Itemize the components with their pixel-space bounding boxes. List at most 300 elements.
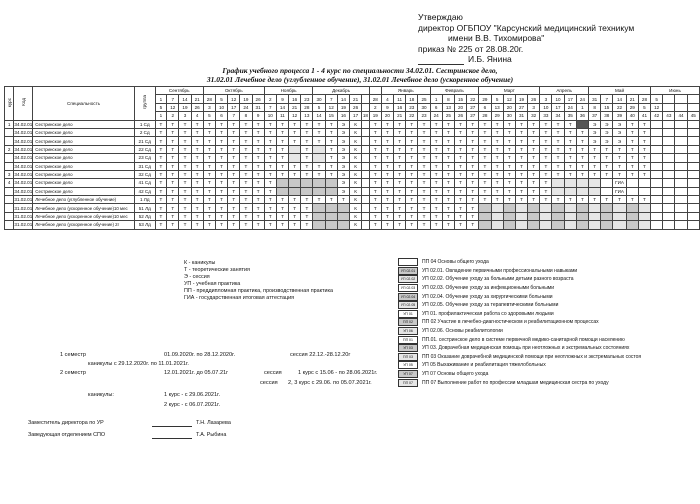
code-cell: 34.02.01 — [14, 188, 33, 194]
schedule-cell: Т — [215, 120, 227, 128]
semester1-dates: 01.09.2020г. по 28.12.2020г. — [164, 352, 236, 358]
schedule-cell: ГИА — [613, 187, 626, 195]
date-cell: 20 — [503, 103, 515, 111]
legend-text: ПП 07 Выполнение работ по профессии младшая медицинская сестра по уходу — [422, 379, 609, 386]
schedule-cell — [675, 212, 687, 220]
schedule-cell: Т — [454, 204, 466, 212]
schedule-cell — [601, 221, 613, 229]
schedule-cell: Т — [491, 128, 503, 136]
schedule-cell: Т — [289, 212, 301, 220]
schedule-cell: Т — [381, 196, 393, 204]
schedule-cell — [576, 179, 588, 187]
schedule-cell: Т — [394, 154, 406, 162]
schedule-cell — [626, 212, 638, 220]
schedule-cell: Т — [179, 212, 191, 220]
approval-line: директор ОГБПОУ "Карсунский медицинский техникум — [418, 22, 635, 33]
schedule-cell: Т — [203, 221, 215, 229]
schedule-cell: Т — [589, 162, 601, 170]
schedule-cell — [515, 212, 527, 220]
schedule-cell: К — [350, 204, 362, 212]
group-cell: 53 Лд — [134, 221, 155, 229]
specialty-cell: Сестринское дело — [33, 162, 134, 170]
schedule-cell: Т — [467, 137, 479, 145]
week-number: 30 — [503, 112, 515, 120]
schedule-cell: Т — [638, 145, 650, 153]
schedule-cell: Т — [552, 137, 564, 145]
schedule-cell: Т — [228, 204, 240, 212]
legend-swatch: УП 05 — [398, 361, 418, 369]
schedule-cell: Т — [264, 204, 276, 212]
schedule-cell: Т — [264, 162, 276, 170]
schedule-cell: Т — [191, 179, 203, 187]
legend — [184, 260, 333, 302]
schedule-cell: Т — [528, 187, 540, 195]
specialty-cell: Лечебное дело (ускоренное обучение)10 мес — [33, 204, 134, 212]
schedule-cell: Т — [394, 204, 406, 212]
month-header: Октябрь — [203, 87, 264, 95]
date-cell: 23 — [301, 95, 313, 103]
schedule-cell: Т — [264, 137, 276, 145]
schedule-cell: Э — [337, 154, 349, 162]
schedule-cell: Т — [515, 162, 527, 170]
schedule-cell: Т — [240, 128, 252, 136]
schedule-cell: Т — [576, 154, 588, 162]
legend-swatch: УП 02.02 — [398, 275, 418, 283]
schedule-cell: Т — [155, 120, 167, 128]
schedule-cell: Т — [406, 179, 418, 187]
schedule-cell — [663, 128, 675, 136]
date-cell: 17 — [564, 95, 576, 103]
date-cell: 30 — [418, 103, 430, 111]
legend-swatch: УП 02.03 — [398, 284, 418, 292]
schedule-cell: Т — [215, 204, 227, 212]
schedule-cell — [663, 120, 675, 128]
schedule-cell — [663, 212, 675, 220]
legend-text: УП 07 Основы общего ухода — [422, 371, 489, 378]
schedule-cell: Т — [228, 128, 240, 136]
schedule-cell — [675, 221, 687, 229]
schedule-cell — [687, 170, 699, 178]
date-cell: 10 — [540, 103, 552, 111]
schedule-cell: Т — [454, 120, 466, 128]
schedule-cell — [613, 221, 626, 229]
date-cell: 14 — [613, 95, 626, 103]
code-cell: 34.02.01 — [14, 138, 33, 144]
schedule-cell — [564, 204, 576, 212]
week-number: 43 — [663, 112, 675, 120]
legend-swatch — [398, 258, 418, 266]
schedule-cell: Т — [215, 212, 227, 220]
table-row — [5, 196, 700, 204]
code-cell: 34.02.01 — [14, 172, 33, 178]
schedule-cell: Т — [381, 154, 393, 162]
group-cell: 51 Лд — [134, 204, 155, 212]
week-number: 21 — [394, 112, 406, 120]
schedule-cell: Т — [442, 196, 454, 204]
schedule-cell: Т — [325, 128, 337, 136]
kurs-cell — [5, 212, 14, 220]
schedule-cell: Т — [167, 128, 179, 136]
schedule-cell: Т — [155, 137, 167, 145]
date-cell: 19 — [337, 103, 349, 111]
week-number: 24 — [430, 112, 442, 120]
schedule-cell — [651, 162, 663, 170]
schedule-cell — [576, 212, 588, 220]
schedule-cell: Т — [454, 221, 466, 229]
legend-swatch: ПП 01 — [398, 336, 418, 344]
code-cell: 31.02.01 — [14, 197, 33, 203]
schedule-cell — [651, 145, 663, 153]
specialty-cell: Сестринское дело — [33, 154, 134, 162]
schedule-cell: Т — [276, 128, 288, 136]
week-number: 2 — [167, 112, 179, 120]
schedule-cell: Т — [301, 170, 313, 178]
schedule-cell: Т — [467, 221, 479, 229]
schedule-cell: К — [350, 137, 362, 145]
spacer-cell — [362, 95, 369, 103]
date-cell: 2 — [264, 95, 276, 103]
specialty-cell: Сестринское дело — [33, 145, 134, 153]
header-specialty: Специальность — [33, 87, 134, 121]
schedule-cell: Т — [430, 170, 442, 178]
schedule-cell — [675, 120, 687, 128]
schedule-cell: Т — [601, 145, 613, 153]
schedule-cell: Т — [503, 196, 515, 204]
schedule-cell: Т — [155, 187, 167, 195]
kurs-cell — [5, 162, 14, 170]
table-row — [5, 128, 700, 136]
schedule-cell — [564, 179, 576, 187]
schedule-cell: Т — [430, 154, 442, 162]
group-cell: 23 Сд — [134, 154, 155, 162]
schedule-cell — [663, 187, 675, 195]
schedule-cell: Т — [325, 120, 337, 128]
schedule-cell: Т — [167, 120, 179, 128]
specialty-cell: Сестринское дело — [33, 179, 134, 187]
schedule-cell: Т — [276, 145, 288, 153]
schedule-cell: Т — [155, 154, 167, 162]
schedule-cell: Т — [528, 128, 540, 136]
head-title: Заведующая отделением СПО — [28, 432, 106, 438]
schedule-cell: Т — [394, 145, 406, 153]
schedule-cell: Т — [540, 187, 552, 195]
schedule-cell: Т — [337, 196, 349, 204]
schedule-cell — [313, 187, 325, 195]
date-cell: 26 — [252, 95, 264, 103]
date-cell: 9 — [276, 95, 288, 103]
schedule-cell: Т — [515, 179, 527, 187]
schedule-cell — [362, 196, 369, 204]
legend-text: ПП 03 Оказание доврачебной медицинской помощи при неотложных и экстремальных состоя — [422, 353, 642, 360]
schedule-cell — [589, 187, 601, 195]
schedule-cell: Т — [613, 162, 626, 170]
schedule-cell: Т — [467, 120, 479, 128]
schedule-cell: Т — [638, 128, 650, 136]
schedule-cell: Т — [252, 212, 264, 220]
schedule-cell: Т — [325, 154, 337, 162]
schedule-cell: Т — [369, 137, 381, 145]
schedule-cell: Т — [503, 145, 515, 153]
schedule-cell: Т — [252, 128, 264, 136]
schedule-cell: Т — [155, 170, 167, 178]
semester2-label: 2 семестр — [60, 370, 86, 376]
schedule-cell — [613, 204, 626, 212]
schedule-cell — [663, 162, 675, 170]
schedule-cell: Т — [418, 204, 430, 212]
legend-swatch: УП 02.05 — [398, 301, 418, 309]
schedule-cell: К — [350, 221, 362, 229]
schedule-cell: Т — [626, 120, 638, 128]
schedule-cell — [663, 179, 675, 187]
schedule-cell: Т — [418, 128, 430, 136]
schedule-cell: Т — [454, 170, 466, 178]
schedule-cell — [576, 221, 588, 229]
schedule-cell: Т — [369, 128, 381, 136]
schedule-cell: Т — [240, 170, 252, 178]
schedule-cell: Т — [264, 221, 276, 229]
schedule-cell — [362, 204, 369, 212]
legend-swatch: УП 07 — [398, 370, 418, 378]
schedule-cell — [337, 221, 349, 229]
code-cell: 34.02.01 — [14, 163, 33, 169]
table-row — [5, 170, 700, 178]
schedule-cell — [663, 137, 675, 145]
schedule-cell: Т — [638, 170, 650, 178]
legend-text: УП 03. Доврачебная медицинская помощь при неотложных и экстремальных состояниях — [422, 345, 630, 352]
table-row — [5, 212, 700, 220]
schedule-cell — [503, 221, 515, 229]
schedule-cell: Т — [503, 170, 515, 178]
schedule-cell: Т — [430, 187, 442, 195]
schedule-cell: Т — [191, 145, 203, 153]
schedule-cell: Т — [626, 196, 638, 204]
schedule-cell — [276, 179, 288, 187]
legend-text: УП 02.01. Овладение первичными профессиональными навыками — [422, 267, 578, 274]
week-number: 45 — [687, 112, 699, 120]
kurs-cell: 4 — [5, 179, 14, 187]
schedule-cell — [289, 187, 301, 195]
schedule-cell: ГИА — [613, 179, 626, 187]
schedule-cell: Т — [418, 145, 430, 153]
date-cell — [675, 103, 687, 111]
title-line: График учебного процесса 1 - 4 курс по специальности 34.02.01. Сестринское дело, — [222, 66, 498, 75]
schedule-cell: Т — [252, 221, 264, 229]
deputy-name: Т.Н. Лазарева — [196, 420, 231, 426]
date-cell: 8 — [442, 95, 454, 103]
date-cell: 14 — [179, 95, 191, 103]
schedule-cell — [325, 212, 337, 220]
schedule-cell — [491, 212, 503, 220]
schedule-cell: Т — [540, 137, 552, 145]
spacer-cell — [369, 87, 381, 95]
month-header: Февраль — [430, 87, 479, 95]
date-cell: 15 — [454, 95, 466, 103]
schedule-cell: Т — [491, 154, 503, 162]
semester2-dates: 12.01.2021г. до 05.07.21г — [164, 370, 229, 376]
schedule-cell: Т — [406, 120, 418, 128]
schedule-cell: Т — [215, 137, 227, 145]
schedule-cell: Э — [337, 128, 349, 136]
date-cell: 27 — [515, 103, 527, 111]
schedule-cell: Т — [228, 154, 240, 162]
schedule-cell — [362, 154, 369, 162]
schedule-cell: Т — [454, 154, 466, 162]
month-header: Июнь — [651, 87, 700, 95]
schedule-cell: Т — [240, 212, 252, 220]
schedule-cell: Т — [479, 120, 491, 128]
schedule-cell — [362, 120, 369, 128]
schedule-cell: Т — [454, 187, 466, 195]
date-cell: 24 — [564, 103, 576, 111]
schedule-cell — [601, 187, 613, 195]
week-number: 32 — [528, 112, 540, 120]
schedule-cell: Т — [576, 162, 588, 170]
schedule-cell — [663, 204, 675, 212]
schedule-cell: Т — [552, 120, 564, 128]
schedule-cell: Т — [528, 179, 540, 187]
schedule-cell — [651, 170, 663, 178]
schedule-cell — [552, 179, 564, 187]
legend-text: УП 02.06. Основы реабилитологии — [422, 328, 503, 335]
approval-line: Утверждаю — [418, 12, 463, 22]
schedule-cell — [675, 196, 687, 204]
schedule-cell: Т — [215, 187, 227, 195]
schedule-cell: Т — [228, 179, 240, 187]
table-row — [5, 137, 700, 145]
schedule-cell: Т — [313, 137, 325, 145]
date-cell: 28 — [203, 95, 215, 103]
schedule-cell — [313, 212, 325, 220]
date-cell: 12 — [503, 95, 515, 103]
schedule-cell — [289, 145, 301, 153]
date-cell: 5 — [313, 103, 325, 111]
schedule-cell: Т — [626, 162, 638, 170]
schedule-cell: Т — [252, 145, 264, 153]
specialty-cell: Сестринское дело — [33, 170, 134, 178]
legend-swatch: УП 02.01 — [398, 267, 418, 275]
schedule-cell: Т — [203, 162, 215, 170]
schedule-cell — [651, 154, 663, 162]
date-cell: 7 — [601, 95, 613, 103]
week-number: 17 — [350, 112, 362, 120]
specialty-cell: Лечебное дело (углубленное обучение) — [33, 196, 134, 204]
date-cell: 24 — [576, 95, 588, 103]
schedule-cell: Т — [613, 145, 626, 153]
date-cell: 15 — [601, 103, 613, 111]
schedule-cell: Т — [552, 128, 564, 136]
schedule-cell: Т — [491, 196, 503, 204]
schedule-cell: Т — [406, 221, 418, 229]
date-cell: 3 — [203, 103, 215, 111]
schedule-cell: Т — [276, 204, 288, 212]
code-cell: 34.02.01 — [14, 130, 33, 136]
legend2-item — [398, 344, 641, 353]
schedule-cell — [651, 128, 663, 136]
schedule-cell: Т — [381, 221, 393, 229]
legend2-item — [398, 370, 641, 379]
schedule-cell: Т — [240, 145, 252, 153]
schedule-cell: Э — [337, 179, 349, 187]
schedule-cell — [626, 204, 638, 212]
schedule-cell: Э — [601, 137, 613, 145]
semester1-session: сессия 22.12.-28.12.20г — [290, 352, 351, 358]
group-cell: 52 Лд — [134, 212, 155, 220]
title-line: 31.02.01 Лечебное дело (углубленное обучение), 31.02.01 Лечебное дело (ускоренное обучение) — [206, 75, 514, 84]
schedule-cell: Т — [454, 137, 466, 145]
week-number: 16 — [337, 112, 349, 120]
date-cell: 17 — [552, 103, 564, 111]
schedule-cell: Т — [179, 204, 191, 212]
schedule-cell — [589, 212, 601, 220]
schedule-cell: Т — [167, 221, 179, 229]
week-number: 5 — [203, 112, 215, 120]
date-cell: 10 — [552, 95, 564, 103]
schedule-cell: Т — [179, 154, 191, 162]
schedule-cell — [313, 145, 325, 153]
schedule-cell: Т — [313, 162, 325, 170]
schedule-cell — [325, 179, 337, 187]
schedule-cell: Т — [301, 162, 313, 170]
schedule-cell: Т — [252, 137, 264, 145]
schedule-cell: Т — [313, 196, 325, 204]
schedule-cell: Т — [167, 187, 179, 195]
table-row — [5, 179, 700, 187]
schedule-cell — [552, 221, 564, 229]
date-cell: 19 — [515, 95, 527, 103]
legend-text: УП 05 Выхаживание и реабилитация тяжелобольных — [422, 362, 546, 369]
code-cell: 34.02.01 — [14, 155, 33, 161]
schedule-cell — [663, 196, 675, 204]
date-cell: 21 — [626, 95, 638, 103]
schedule-cell — [651, 204, 663, 212]
approval-line: приказ № 225 от 28.08.20г. — [418, 43, 524, 54]
schedule-cell: Т — [228, 145, 240, 153]
schedule-cell: Т — [430, 196, 442, 204]
date-cell: 23 — [406, 103, 418, 111]
schedule-cell — [325, 187, 337, 195]
schedule-cell: Т — [276, 196, 288, 204]
legend2-item — [398, 353, 641, 362]
schedule-cell: Т — [503, 187, 515, 195]
week-number: 25 — [442, 112, 454, 120]
schedule-cell — [626, 221, 638, 229]
legend-swatch: УП 03 — [398, 344, 418, 352]
schedule-cell: Т — [394, 187, 406, 195]
legend-text: УП 02.04. Обучение уходу за хирургическими больными — [422, 293, 553, 300]
schedule-cell: Т — [418, 120, 430, 128]
date-cell — [663, 95, 675, 103]
table-row — [5, 154, 700, 162]
schedule-cell: Т — [264, 170, 276, 178]
schedule-cell — [313, 154, 325, 162]
schedule-cell — [675, 145, 687, 153]
schedule-cell — [552, 204, 564, 212]
schedule-cell: Т — [442, 187, 454, 195]
schedule-cell: Т — [325, 170, 337, 178]
schedule-cell: Т — [418, 212, 430, 220]
date-cell: 9 — [381, 103, 393, 111]
schedule-cell: Т — [406, 187, 418, 195]
schedule-cell: Т — [394, 212, 406, 220]
schedule-cell: Т — [479, 128, 491, 136]
week-number: 8 — [240, 112, 252, 120]
schedule-cell: Т — [325, 196, 337, 204]
legend-text: УП 02.03. Обучение уходу за инфекционными больными — [422, 285, 555, 292]
legend-swatch: ПП 07 — [398, 379, 418, 387]
schedule-cell: Т — [564, 154, 576, 162]
schedule-cell: Т — [191, 162, 203, 170]
schedule-cell: Т — [289, 162, 301, 170]
